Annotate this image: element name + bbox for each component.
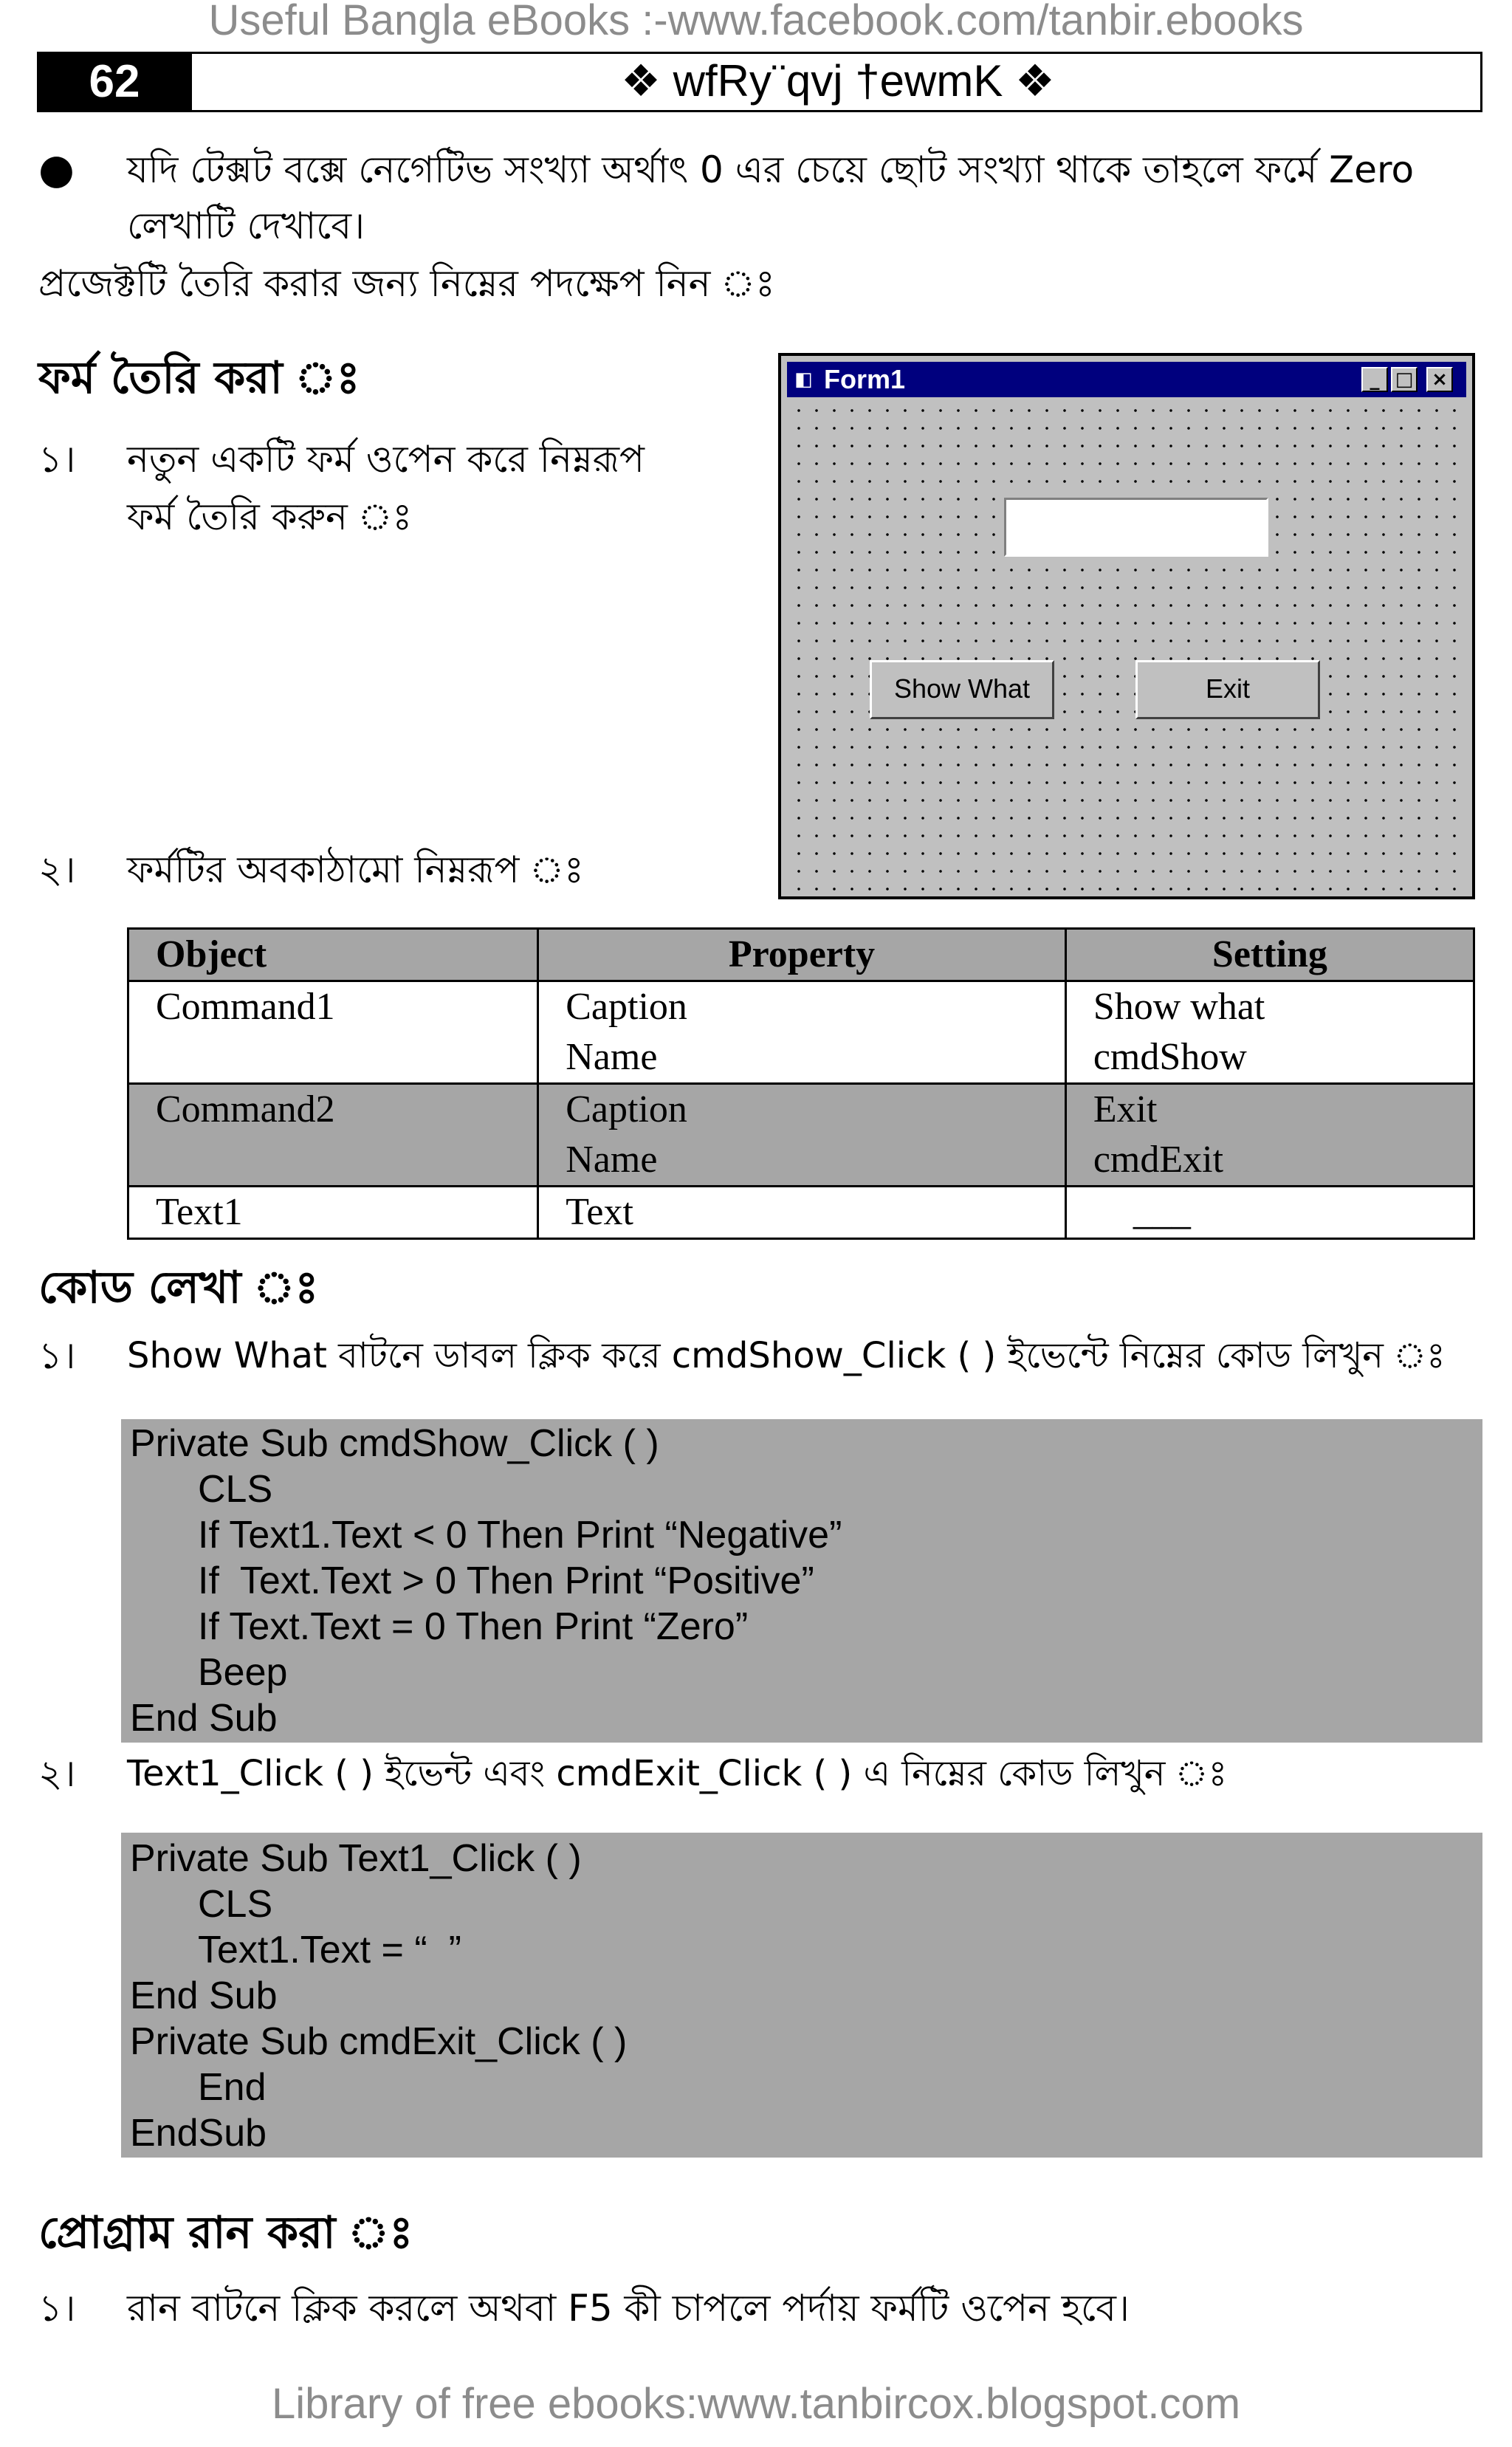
code-line: Private Sub Text1_Click ( ) [130, 1837, 582, 1880]
step-number: ১। [38, 2287, 76, 2330]
table-header: Property [538, 929, 1066, 981]
table-row [128, 981, 1474, 1084]
bullet-line-1: যদি টেক্সট বক্সে নেগেটিভ সংখ্যা অর্থাৎ 0 এর চেয়ে ছোট সংখ্যা থাকে তাহলে ফর্মে Zero [127, 148, 1415, 191]
step-number: ২। [38, 1752, 76, 1795]
section-heading-run: প্রোগ্রাম রান করা ঃ [38, 2207, 413, 2259]
form-title: Form1 [824, 364, 906, 394]
bullet-icon: ● [38, 145, 75, 193]
section-heading-code: কোড লেখা ঃ [38, 1262, 319, 1314]
code-line: Text1.Text = “ ” [198, 1929, 461, 1971]
table-cell [1065, 1187, 1474, 1239]
table-cell [128, 981, 538, 1084]
table-cell [128, 1084, 538, 1187]
cell-property: Caption [566, 986, 687, 1028]
code-line: End Sub [130, 1974, 278, 2017]
bullet-line-2: লেখাটি দেখাবে। [127, 205, 365, 247]
table-cell [538, 1084, 1066, 1187]
cell-property: Caption [566, 1088, 687, 1130]
table-header: Setting [1065, 929, 1474, 981]
exit-button[interactable]: Exit [1135, 660, 1320, 719]
bottom-watermark: Library of free ebooks:www.tanbircox.blogspot.com [271, 2380, 1241, 2428]
code-block-show [121, 1419, 1482, 1743]
intro-line: প্রজেক্টটি তৈরি করার জন্য নিম্নের পদক্ষেপ নিন ঃ [38, 262, 775, 305]
cell-property: Text [566, 1191, 633, 1233]
code-line: End [198, 2066, 267, 2109]
top-watermark: Useful Bangla eBooks :-www.facebook.com/tanbir.ebooks [208, 0, 1304, 44]
step-number: ১। [38, 1334, 76, 1377]
cell-property: Name [566, 1036, 658, 1078]
section-heading-form: ফর্ম তৈরি করা ঃ [38, 352, 360, 404]
code-line: If Text.Text > 0 Then Print “Positive” [198, 1559, 814, 1602]
cell-setting: Show what [1093, 986, 1265, 1028]
table-header-row [128, 929, 1474, 981]
code-line: EndSub [130, 2112, 267, 2155]
code-line: If Text1.Text < 0 Then Print “Negative” [198, 1514, 842, 1557]
code-line: Beep [198, 1651, 288, 1694]
step-text: ফর্ম তৈরি করুন ঃ [127, 495, 413, 538]
page-number: 62 [37, 52, 192, 112]
step-number: ১। [38, 438, 76, 481]
cell-object: Command1 [156, 986, 335, 1028]
code-line: End Sub [130, 1697, 278, 1740]
minimize-button[interactable]: _ [1361, 367, 1388, 392]
code-line: CLS [198, 1468, 273, 1511]
form-titlebar [787, 362, 1466, 397]
show-what-button[interactable]: Show What [870, 660, 1054, 719]
form-window [778, 353, 1475, 899]
text1-textbox[interactable] [1004, 498, 1268, 557]
code-line: CLS [198, 1883, 273, 1926]
code-line: Private Sub cmdShow_Click ( ) [130, 1422, 659, 1465]
step-text: রান বাটনে ক্লিক করলে অথবা F5 কী চাপলে পর্দায় ফর্মটি ওপেন হবে। [127, 2287, 1130, 2330]
table-row [128, 1187, 1474, 1239]
step-text: Show What বাটনে ডাবল ক্লিক করে cmdShow_Click ( ) ইভেন্টে নিম্নের কোড লিখুন ঃ [127, 1335, 1446, 1376]
table-row [128, 1084, 1474, 1187]
cell-property: Name [566, 1139, 658, 1181]
close-button[interactable]: × [1426, 367, 1453, 392]
table-cell [1065, 981, 1474, 1084]
properties-table [127, 927, 1475, 1240]
cell-setting: cmdExit [1093, 1139, 1224, 1181]
step-text: নতুন একটি ফর্ম ওপেন করে নিম্নরূপ [127, 438, 645, 481]
form-client-area [787, 399, 1466, 890]
table-cell [128, 1187, 538, 1239]
table-cell [538, 1187, 1066, 1239]
table-header: Object [128, 929, 538, 981]
maximize-button[interactable]: □ [1391, 367, 1418, 392]
step-text: Text1_Click ( ) ইভেন্ট এবং cmdExit_Click ( ) এ নিম্নের কোড লিখুন ঃ [127, 1753, 1228, 1794]
code-line: If Text.Text = 0 Then Print “Zero” [198, 1605, 749, 1648]
table-cell [1065, 1084, 1474, 1187]
cell-setting: Exit [1093, 1088, 1158, 1130]
cell-object: Text1 [156, 1191, 243, 1233]
code-block-text-exit [121, 1833, 1482, 2158]
running-title: ❖ wfRy¨qvj †ewmK ❖ [621, 56, 1055, 106]
cell-setting: ___ [1133, 1191, 1191, 1233]
cell-setting: cmdShow [1093, 1036, 1247, 1078]
step-text: ফর্মটির অবকাঠামো নিম্নরূপ ঃ [127, 848, 584, 891]
table-cell [538, 981, 1066, 1084]
cell-object: Command2 [156, 1088, 335, 1130]
form-icon: ◧ [794, 368, 813, 391]
step-number: ২। [38, 848, 76, 891]
code-line: Private Sub cmdExit_Click ( ) [130, 2020, 628, 2063]
